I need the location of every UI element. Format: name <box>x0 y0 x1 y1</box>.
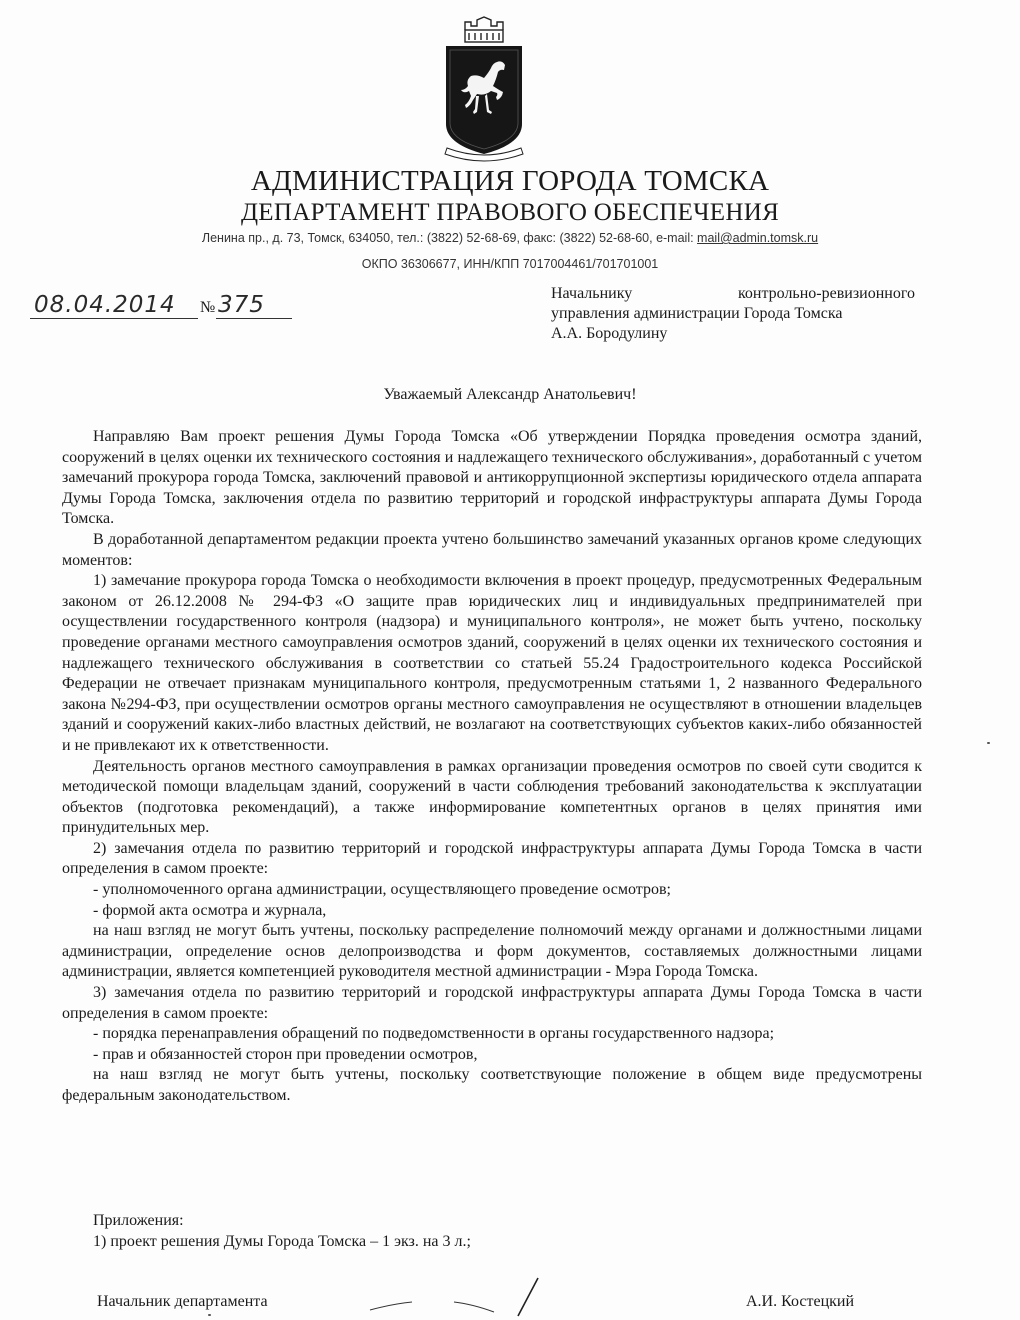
organization-title: АДМИНИСТРАЦИЯ ГОРОДА ТОМСКА <box>250 165 770 197</box>
list-item: - порядка перенаправления обращений по подведомственности в органы государственного надзора; <box>93 1025 775 1043</box>
number-underline <box>216 318 292 319</box>
contact-line <box>0 230 1020 246</box>
paragraph: 3) замечания отдела по развитию территорий и городской инфраструктуры аппарата Думы Города Томска в части определения в самом проекте: <box>62 984 922 1022</box>
paragraph: В доработанной департаментом редакции проекта учтено большинство замечаний указанных органов кроме следующих моментов: <box>62 530 922 569</box>
paragraph: 2) замечания отдела по развитию территорий и городской инфраструктуры аппарата Думы Города Томска в части определения в самом проекте: <box>62 839 922 878</box>
signer-position: Начальник департамента <box>97 1293 268 1310</box>
paragraph: Направляю Вам проект решения Думы Города Томска «Об утверждении Порядка проведения осмотра зданий, сооружений в целях оценки их технического состояния и надлежащего технического обслуживания», доработанный с учетом замечаний прокурора города Томска, заключений правовой и антикоррупционной экспертизы юридического отдела аппарата Думы Города Томска, заключения отдела по развитию территорий и городской инфраструктуры аппарата Думы Города Томска. <box>62 428 922 528</box>
greeting: Уважаемый Александр Анатольевич! <box>383 386 637 403</box>
list-item: - прав и обязанностей сторон при проведении осмотров, <box>93 1045 478 1063</box>
attachments-block <box>93 1210 471 1252</box>
shield-icon <box>446 46 522 154</box>
paragraph: Деятельность органов местного самоуправления в рамках организации проведения осмотров по своей сути сводится к методической помощи владельцам зданий, сооружений в части соблюдения требований законодательства к эксплуатации объектов (подготовка рекомендаций), а также информирование компетентных органов в целях принятия ими принудительных мер. <box>62 757 922 837</box>
addressee-block <box>551 284 915 344</box>
list-item: - уполномоченного органа администрации, осуществляющего проведение осмотров; <box>93 881 671 899</box>
attachments-title: Приложения: <box>93 1212 184 1229</box>
attachment-item: 1) проект решения Думы Города Томска – 1 экз. на 3 л.; <box>93 1233 471 1250</box>
addressee-line1-b: контрольно-ревизионного <box>737 285 915 302</box>
paragraph: на наш взгляд не могут быть учтены, поскольку соответствующие положение в общем виде предусмотрены федеральным законодательством. <box>62 1066 922 1104</box>
scan-speck <box>208 1314 211 1316</box>
registration-number: 375 <box>218 292 265 318</box>
registration-date: 08.04.2014 <box>34 292 176 318</box>
addressee-line2: управления администрации Города Томска <box>551 305 843 322</box>
letter-body <box>62 427 922 1107</box>
number-sign: № <box>200 299 216 316</box>
list-item: - формой акта осмотра и журнала, <box>93 901 327 919</box>
handwritten-signature <box>362 1268 552 1318</box>
tomsk-coat-of-arms <box>439 16 529 164</box>
paragraph: на наш взгляд не могут быть учтены, поскольку распределение полномочий между органами и должностными лицами администрации, определение основ делопроизводства и форм документов, составляемых должностными лицами администрации, является компетенцией руководителя местной администрации - Мэра Города Томска. <box>62 922 922 981</box>
email-link[interactable]: mail@admin.tomsk.ru <box>697 231 819 245</box>
crown-icon <box>465 17 503 42</box>
addressee-line1-a: Начальнику <box>551 285 633 302</box>
department-title: ДЕПАРТАМЕНТ ПРАВОВОГО ОБЕСПЕЧЕНИЯ <box>240 199 780 226</box>
date-underline <box>30 318 198 319</box>
paragraph: 1) замечание прокурора города Томска о необходимости включения в проект процедур, предусмотренных Федеральным законом от 26.12.2008 № 294-ФЗ «О защите прав юридических лиц и индивидуальных предпринимателей при осуществлении государственного контроля (надзора) и муниципального контроля», не может быть учтено, поскольку проведение органами местного самоуправления осмотров зданий, сооружений в целях оценки их технического состояния и надлежащего технического обслуживания в соответствии со статьей 55.24 Градостроительного кодекса Российской Федерации не отвечает признакам муниципального контроля, предусмотренным статьями 1, 2 названного Федерального закона №294-ФЗ, при осуществлении осмотров органы местного самоуправления не осуществляют в отношении владельцев зданий и сооружений каких-либо властных действий, не возлагают на соответствующих субъектов каких-либо обязанностей и не привлекают их к ответственности. <box>62 572 922 754</box>
addressee-line3: А.А. Бородулину <box>551 325 668 342</box>
registry-codes: ОКПО 36306677, ИНН/КПП 7017004461/701701001 <box>361 257 659 271</box>
registration-block <box>30 292 300 324</box>
scan-speck <box>987 742 990 744</box>
signer-name: А.И. Костецкий <box>746 1293 855 1310</box>
contact-details: Ленина пр., д. 73, Томск, 634050, тел.: (3822) 52-68-69, факс: (3822) 52-68-60, e-mail: <box>201 231 698 245</box>
